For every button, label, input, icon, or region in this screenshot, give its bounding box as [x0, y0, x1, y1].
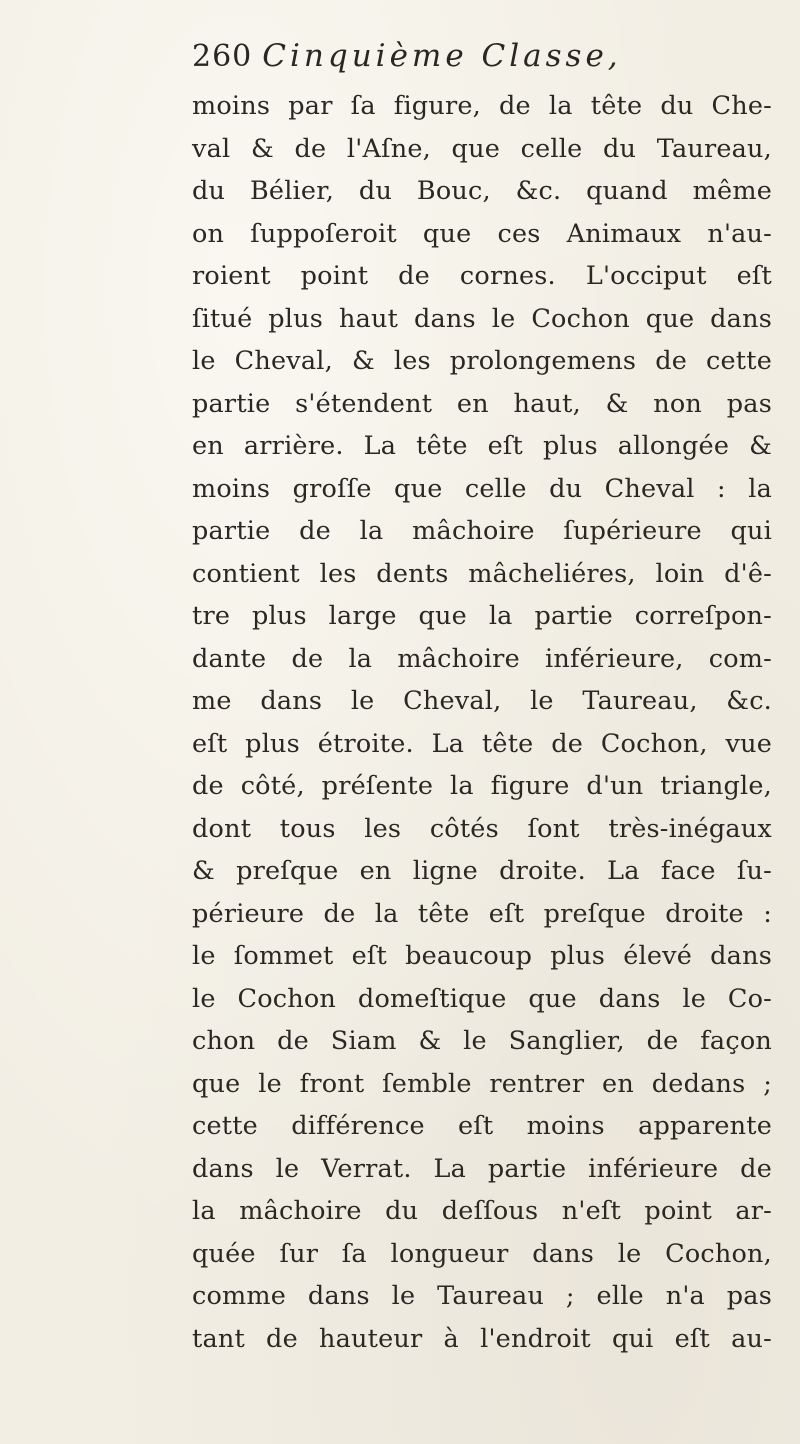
text-line: dans le Verrat. La partie inférieure de	[192, 1153, 772, 1184]
text-line: que le front ſemble rentrer en dedans ;	[192, 1068, 772, 1099]
page-header	[192, 38, 782, 88]
text-line: le Cheval, & les prolongemens de cette	[192, 346, 772, 376]
text-line: moins par ſa figure, de la tête du Che-	[192, 91, 772, 121]
text-line: ſitué plus haut dans le Cochon que dans	[192, 303, 772, 334]
text-line: moins groſſe que celle du Cheval : la	[192, 473, 772, 504]
text-line: quée ſur ſa longueur dans le Cochon,	[192, 1238, 772, 1269]
text-line: cette différence eſt moins apparente	[192, 1111, 772, 1141]
page-number: 260	[192, 39, 253, 74]
text-line: partie de la mâchoire ſupérieure qui	[192, 516, 772, 546]
text-line: dont tous les côtés ſont très-inégaux	[192, 813, 772, 844]
text-line: de côté, préſente la figure d'un triangle,	[192, 771, 772, 801]
text-line: & preſque en ligne droite. La face ſu-	[192, 856, 772, 886]
text-line: chon de Siam & le Sanglier, de façon	[192, 1026, 772, 1056]
text-line: me dans le Cheval, le Taureau, &c.	[192, 686, 772, 716]
text-line: comme dans le Taureau ; elle n'a pas	[192, 1281, 772, 1311]
text-line: le ſommet eſt beaucoup plus élevé dans	[192, 941, 772, 971]
text-line: dante de la mâchoire inférieure, com-	[192, 643, 772, 674]
text-line: tant de hauteur à l'endroit qui eſt au-	[192, 1323, 772, 1354]
text-line: partie s'étendent en haut, & non pas	[192, 388, 772, 419]
text-line: contient les dents mâcheliéres, loin d'ê-	[192, 558, 772, 589]
text-line: roient point de cornes. L'occiput eſt	[192, 261, 772, 291]
text-line: eſt plus étroite. La tête de Cochon, vue	[192, 728, 772, 759]
text-line: périeure de la tête eſt preſque droite :	[192, 898, 772, 929]
text-line: en arrière. La tête eſt plus allongée &	[192, 431, 772, 461]
running-head: Cinquième Classe,	[262, 38, 622, 74]
text-line: val & de l'Aſne, que celle du Taureau,	[192, 133, 772, 164]
text-line: on ſuppoſeroit que ces Animaux n'au-	[192, 218, 772, 249]
text-line: le Cochon domeſtique que dans le Co-	[192, 983, 772, 1014]
text-line: la mâchoire du deſſous n'eſt point ar-	[192, 1196, 772, 1226]
text-line: du Bélier, du Bouc, &c. quand même	[192, 176, 772, 206]
body-text	[192, 85, 772, 1360]
text-line: tre plus large que la partie correſpon-	[192, 601, 772, 631]
